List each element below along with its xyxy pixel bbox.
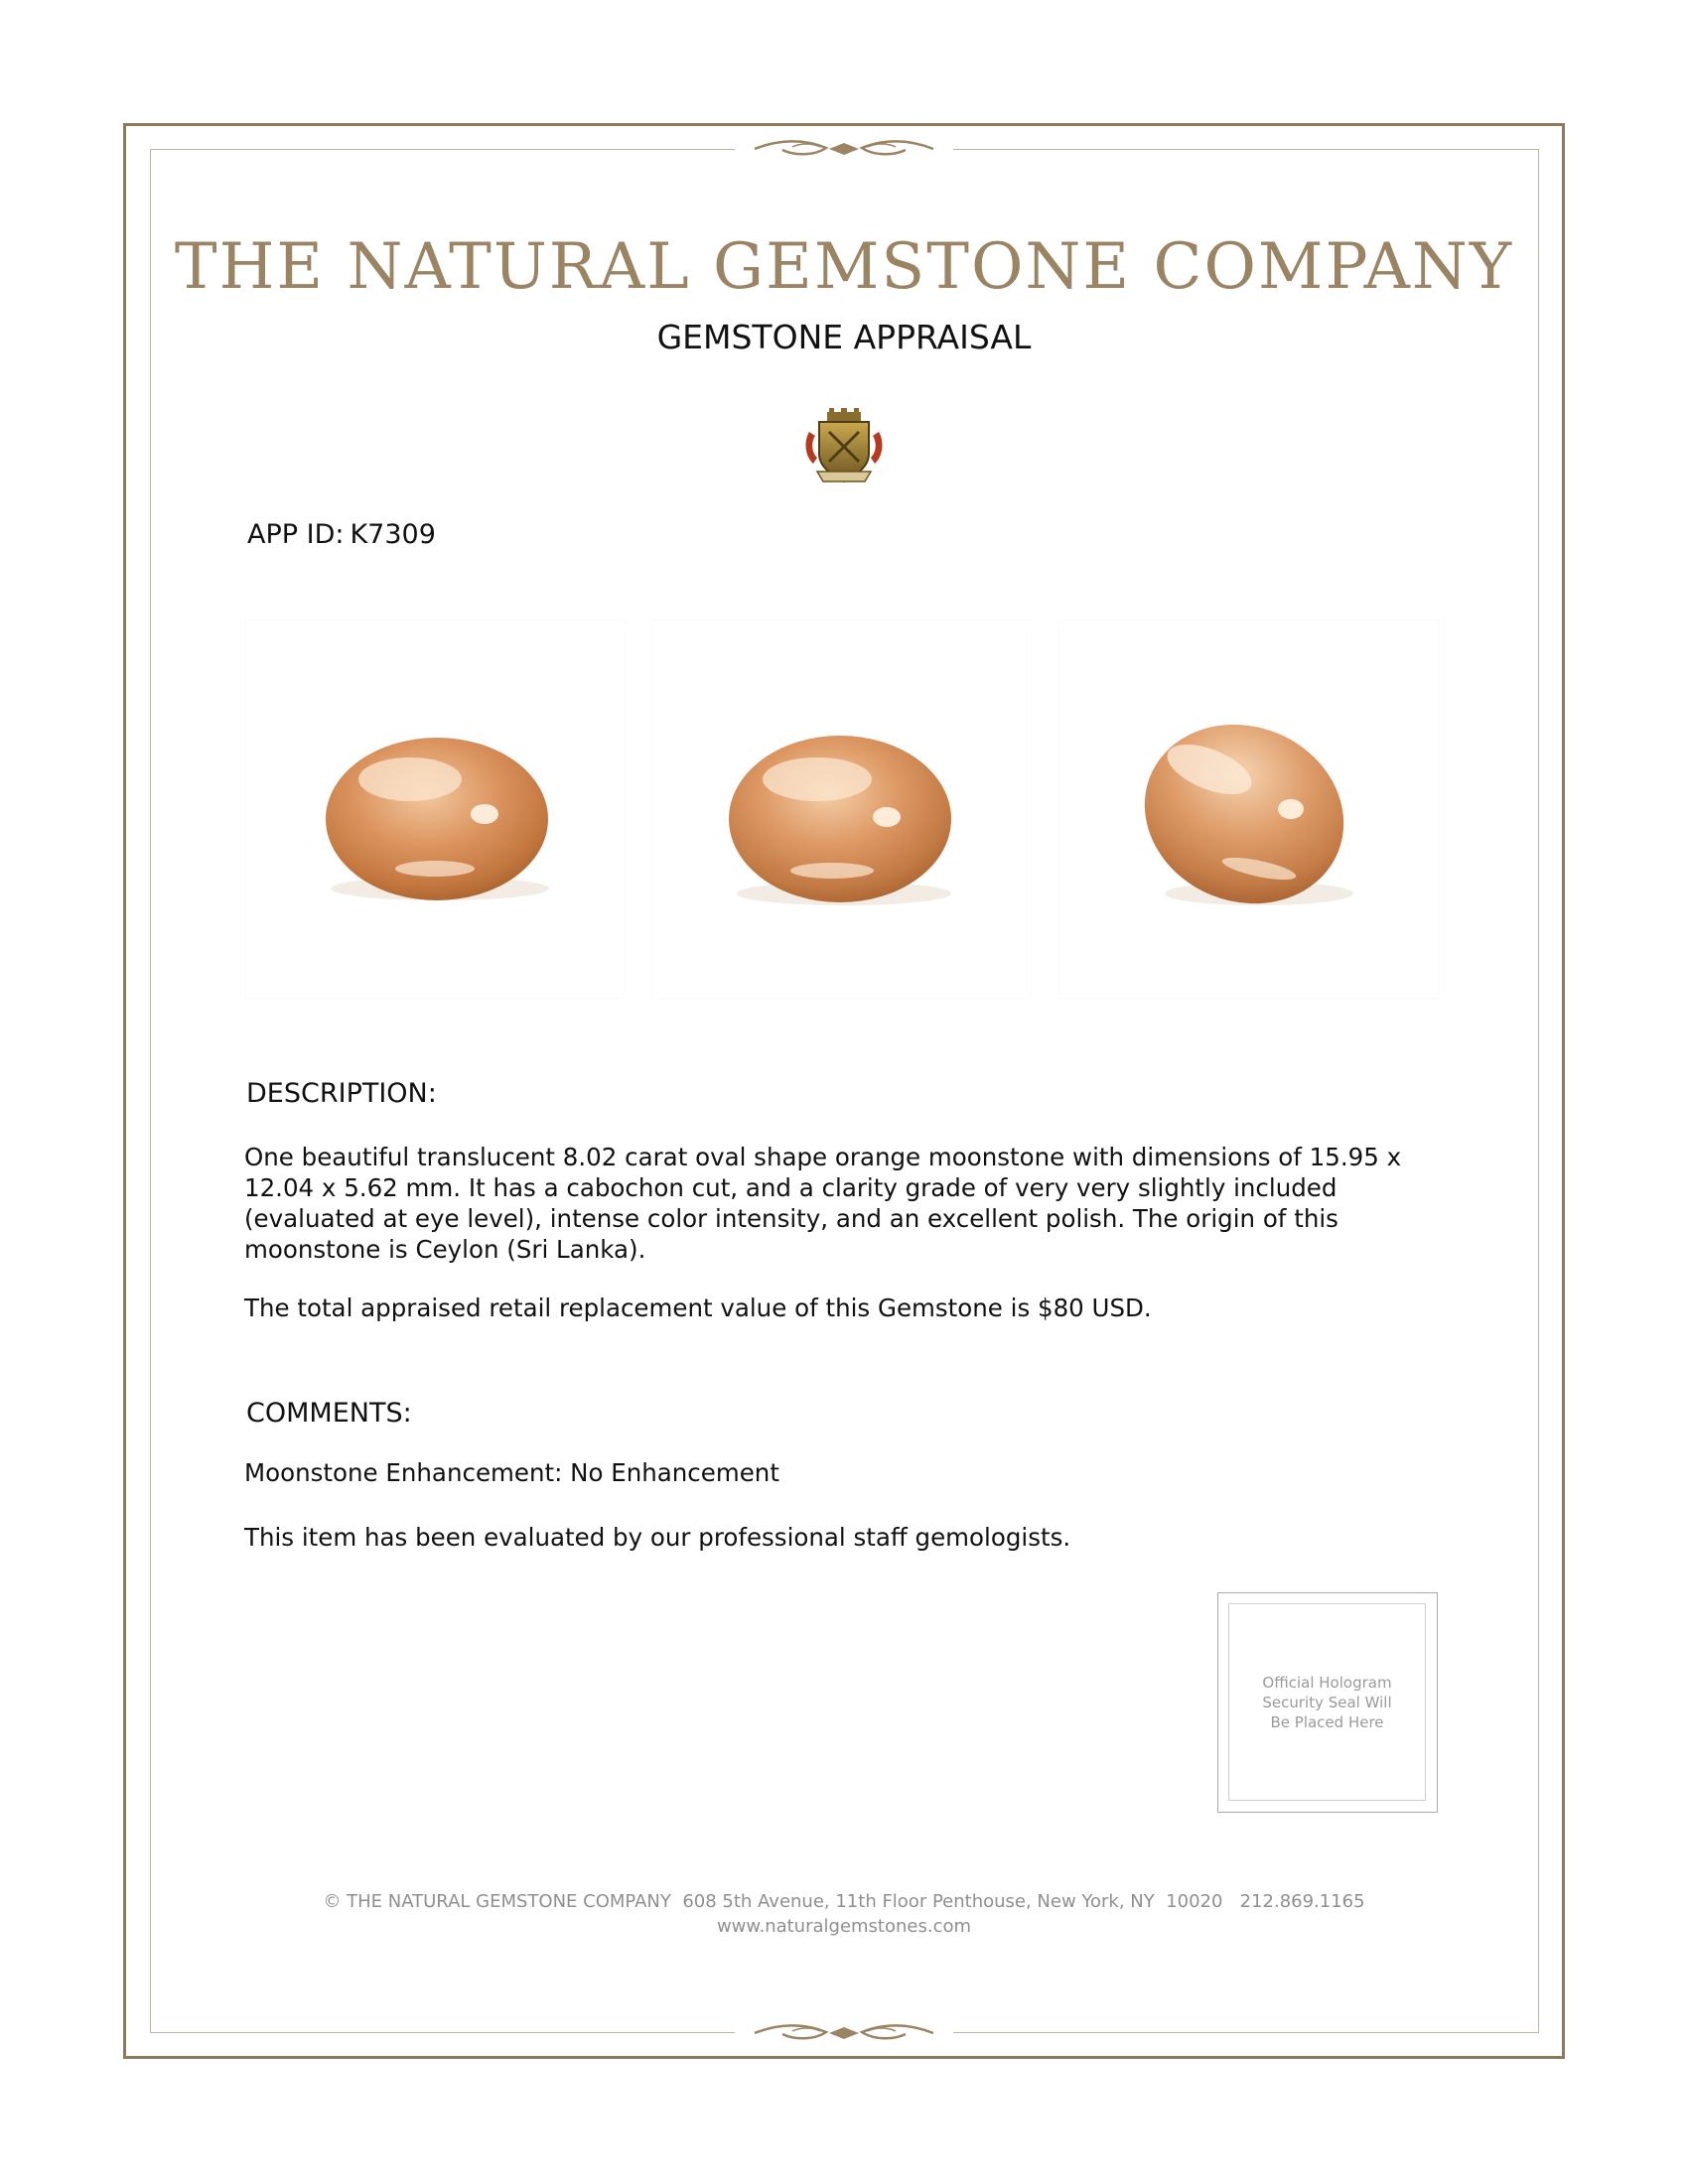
app-id-label: APP ID: (247, 519, 345, 550)
company-crest-icon (799, 402, 889, 491)
description-line: One beautiful translucent 8.02 carat oval shape orange moonstone with dimensions of 15.95 x (244, 1143, 1402, 1171)
description-body (244, 1142, 1416, 1265)
company-name: THE NATURAL GEMSTONE COMPANY (174, 230, 1514, 304)
appraised-value-statement: The total appraised retail replacement value of this Gemstone is $80 USD. (244, 1294, 1152, 1322)
bottom-flourish-icon (735, 2018, 953, 2048)
footer-website-link[interactable]: www.naturalgemstones.com (716, 1916, 972, 1937)
description-line: (evaluated at eye level), intense color intensity, and an excellent polish. The origin of this (244, 1204, 1338, 1233)
hologram-line: Official Hologram (1262, 1673, 1392, 1692)
hologram-seal-text (1253, 1673, 1402, 1732)
top-flourish-icon (735, 134, 953, 164)
gemstone-photo-angle (653, 620, 1031, 998)
hologram-line: Security Seal Will (1262, 1693, 1392, 1711)
app-id-value: K7309 (350, 519, 436, 550)
hologram-seal-inner (1228, 1603, 1426, 1801)
comments-heading: COMMENTS: (246, 1398, 412, 1429)
evaluation-note: This item has been evaluated by our professional staff gemologists. (244, 1523, 1071, 1552)
gemstone-photo-front (246, 620, 624, 998)
gemstone-photos (246, 620, 1438, 998)
description-line: moonstone is Ceylon (Sri Lanka). (244, 1235, 646, 1264)
description-heading: DESCRIPTION: (246, 1078, 437, 1109)
footer-address: © THE NATURAL GEMSTONE COMPANY 608 5th Avenue, 11th Floor Penthouse, New York, NY 10020 212.869.1165 (323, 1891, 1365, 1912)
app-id (247, 519, 442, 550)
gemstone-photo-side (1060, 620, 1438, 998)
hologram-line: Be Placed Here (1270, 1712, 1384, 1731)
enhancement-note: Moonstone Enhancement: No Enhancement (244, 1458, 779, 1487)
document-title: GEMSTONE APPRAISAL (656, 318, 1032, 356)
description-line: 12.04 x 5.62 mm. It has a cabochon cut, and a clarity grade of very very slightly included (244, 1173, 1337, 1202)
hologram-seal-box (1217, 1592, 1438, 1813)
